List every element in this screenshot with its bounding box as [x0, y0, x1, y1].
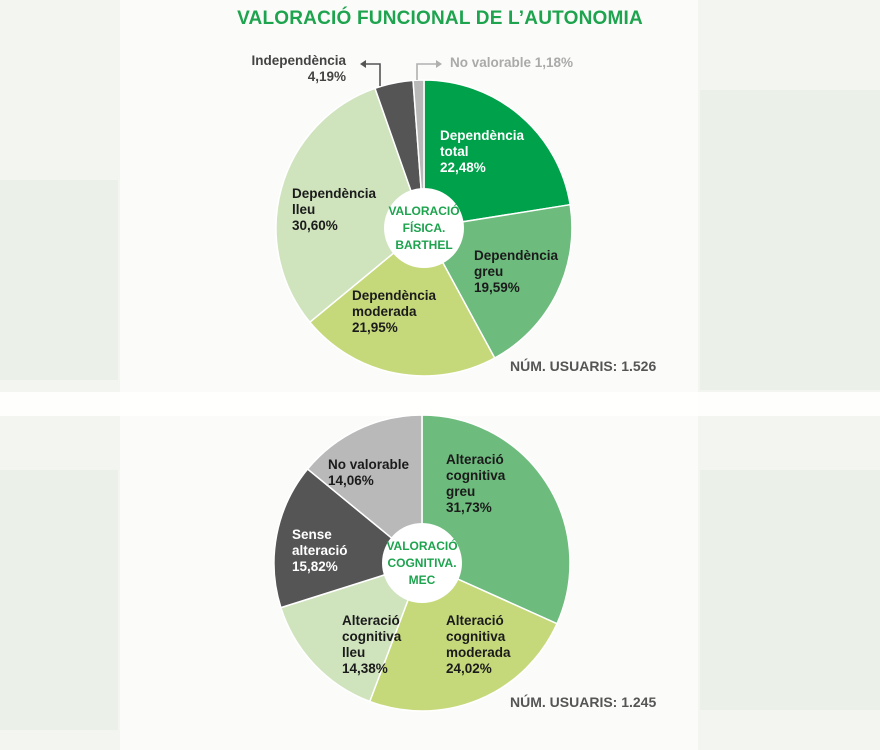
slice-label: No valorable 1,18%	[450, 55, 574, 70]
users-count-mec: NÚM. USUARIS: 1.245	[510, 694, 657, 710]
slice-label: Alteració cognitiva moderada 24,02%	[446, 613, 511, 676]
slice-label: Alteració cognitiva greu 31,73%	[446, 452, 506, 515]
independencia-callout-arrow	[366, 64, 380, 86]
slice-label: Dependència moderada 21,95%	[352, 288, 437, 335]
slice-label: Dependència greu 19,59%	[474, 248, 559, 295]
pie-center-label: VALORACIÓ COGNITIVA. MEC	[386, 539, 458, 587]
slice-label: Independència 4,19%	[251, 53, 346, 84]
pie-center-label: VALORACIÓ FÍSICA. BARTHEL	[388, 204, 460, 252]
users-count-barthel: NÚM. USUARIS: 1.526	[510, 358, 657, 374]
no-valorable-callout-arrow	[417, 64, 436, 80]
pie-chart-1	[251, 53, 573, 376]
slice-label: Alteració cognitiva lleu 14,38%	[342, 613, 402, 676]
arrow-head	[436, 60, 442, 68]
slice-label: Dependència lleu 30,60%	[292, 186, 377, 233]
slice-label: Sense alteració 15,82%	[292, 527, 348, 574]
arrow-head	[360, 60, 366, 68]
pie-chart-2	[274, 415, 570, 711]
slice-label: No valorable 14,06%	[328, 457, 410, 488]
chart-title: VALORACIÓ FUNCIONAL DE L’AUTONOMIA	[237, 8, 643, 29]
slice-label: Dependència total 22,48%	[440, 128, 525, 175]
